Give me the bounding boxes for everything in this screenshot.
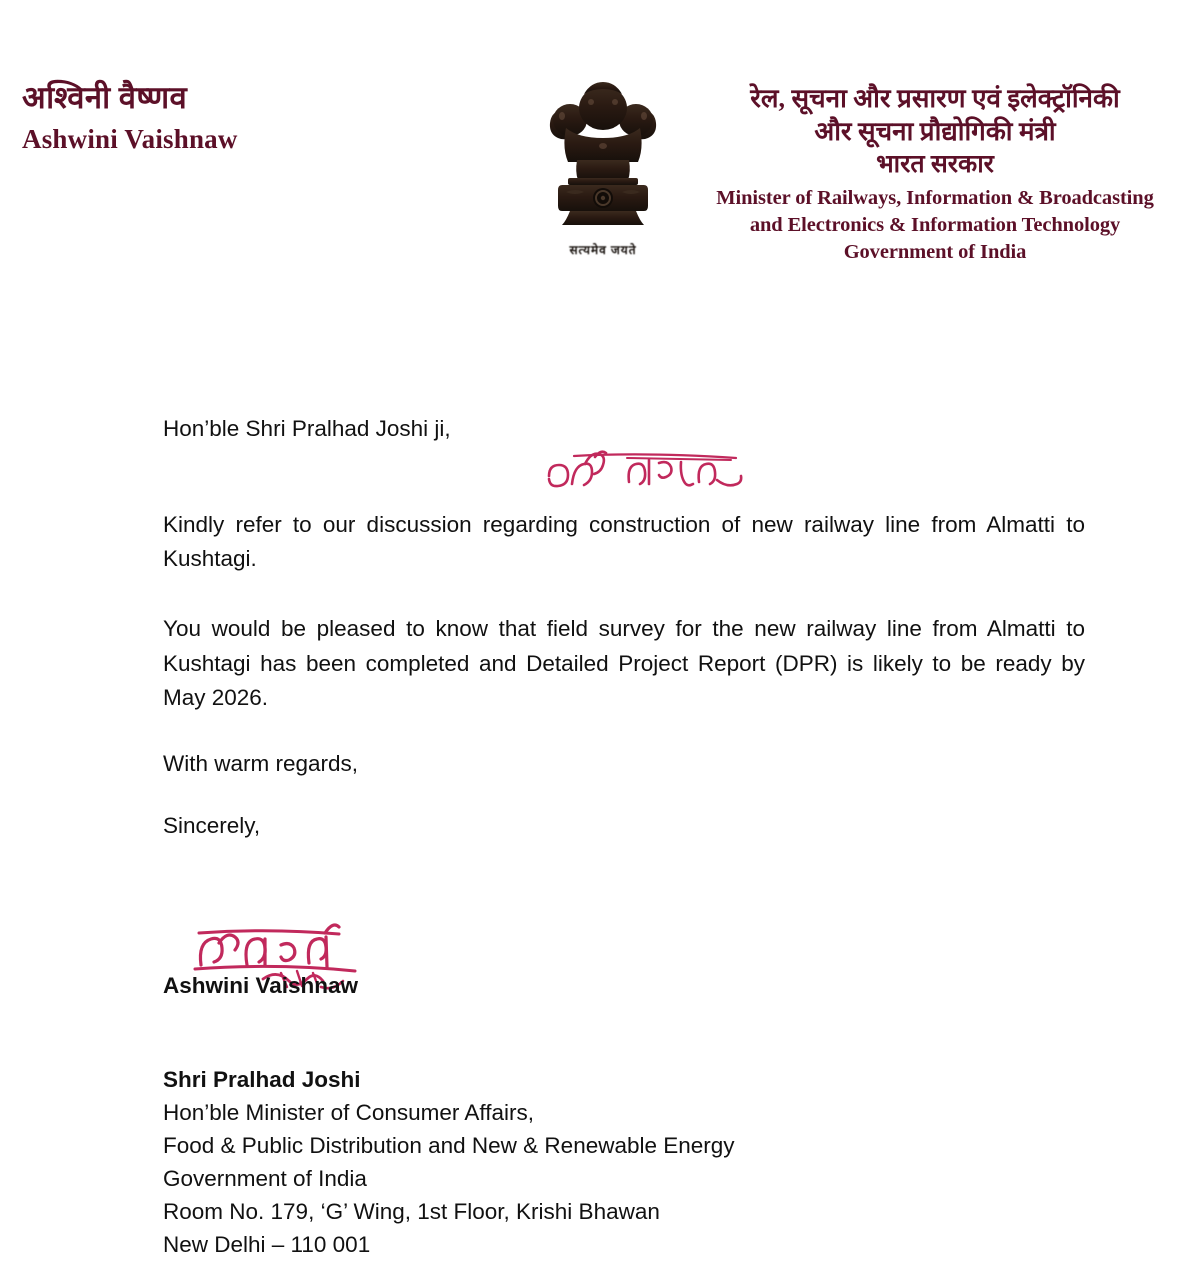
letterhead [0, 0, 1200, 330]
closing-sincerely: Sincerely, [163, 813, 261, 839]
ministry-title-hindi-line-3: भारत सरकार [876, 150, 994, 178]
letter-body [163, 415, 1085, 1261]
state-emblem-of-india-icon [544, 72, 662, 240]
recipient-address-block [163, 1063, 1085, 1261]
ministry-title-block [690, 82, 1180, 266]
emblem-block [523, 72, 683, 272]
recipient-address-line-5: New Delhi – 110 001 [163, 1232, 371, 1258]
sender-name-block [22, 78, 238, 156]
salutation: Hon’ble Shri Pralhad Joshi ji, [163, 416, 451, 441]
sender-name-english: Ashwini Vaishnaw [22, 124, 238, 155]
signature-block [163, 913, 1085, 1005]
body-paragraph-1: Kindly refer to our discussion regarding construction of new railway line from Almatti to Kushtagi. [163, 512, 1085, 572]
ministry-title-english-line-1: Minister of Railways, Information & Broadcasting [716, 186, 1154, 209]
signatory-name: Ashwini Vaishnaw [163, 972, 359, 998]
ministry-title-hindi-line-1: रेल, सूचना और प्रसारण एवं इलेक्ट्रॉनिकी [750, 84, 1120, 113]
recipient-address-line-4: Room No. 179, ‘G’ Wing, 1st Floor, Krishi Bhawan [163, 1199, 660, 1225]
body-paragraph-2: You would be pleased to know that field survey for the new railway line from Almatti to Kushtagi has been completed and Detailed Project Report (DPR) is likely to be ready by May 2026. [163, 616, 1085, 710]
emblem-motto: सत्यमेव जयते [569, 243, 637, 257]
ministry-title-english [690, 185, 1180, 267]
recipient-address-line-2: Food & Public Distribution and New & Renewable Energy [163, 1133, 735, 1159]
ministry-title-english-line-2: and Electronics & Information Technology [749, 213, 1121, 236]
sender-name-hindi: अश्विनी वैष्णव [22, 80, 188, 115]
recipient-name: Shri Pralhad Joshi [163, 1066, 361, 1092]
recipient-address-line-1: Hon’ble Minister of Consumer Affairs, [163, 1100, 534, 1125]
closing-regards: With warm regards, [163, 750, 359, 776]
ministry-title-hindi-line-2: और सूचना प्रौद्योगिकी मंत्री [814, 117, 1056, 147]
ministry-title-english-line-3: Government of India [843, 241, 1027, 264]
recipient-address-line-3: Government of India [163, 1166, 367, 1192]
ministry-title-hindi [690, 82, 1180, 181]
